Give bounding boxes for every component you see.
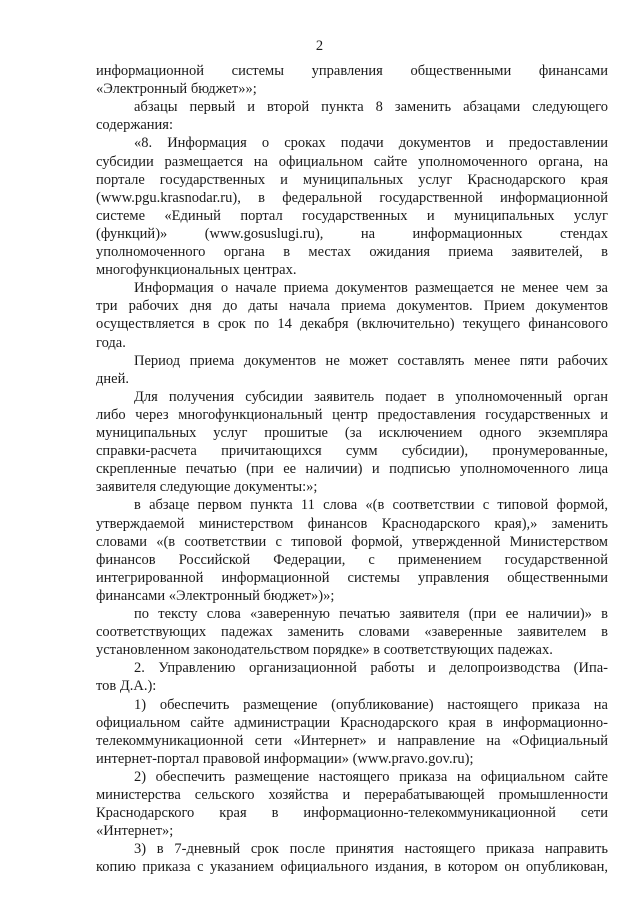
text-line: (www.pgu.krasnodar.ru), в федеральной государственной информационной bbox=[96, 189, 608, 206]
text-line: года. bbox=[96, 334, 126, 351]
text-line: официальном сайте администрации Краснодарского края в информационно- bbox=[96, 714, 608, 731]
text-line: словами «(в соответствии с типовой формой, утвержденной Министерством bbox=[96, 533, 608, 550]
text-line: осуществляется в срок по 14 декабря (включительно) текущего финансового bbox=[96, 316, 608, 333]
text-line: Краснодарского края в информационно-телекоммуникационной сети bbox=[96, 805, 608, 822]
text-line: портале государственных и муниципальных услуг Краснодарского края bbox=[96, 171, 608, 188]
text-line: справки-расчета причитающихся сумм субсидии), пронумерованные, bbox=[96, 443, 608, 460]
text-line: в абзаце первом пункта 11 слова «(в соответствии с типовой формой, bbox=[134, 497, 608, 514]
text-line: субсидии размещается на официальном сайте уполномоченного органа, на bbox=[96, 153, 608, 170]
text-line: «8. Информация о сроках подачи документов и предоставлении bbox=[134, 135, 608, 152]
text-line: интегрированной информационной системы управления общественными bbox=[96, 569, 608, 586]
text-line: абзацы первый и второй пункта 8 заменить абзацами следующего bbox=[134, 99, 608, 116]
text-line: «Интернет»; bbox=[96, 823, 174, 840]
text-line: установленном законодательством порядке» в соответствующих падежах. bbox=[96, 642, 553, 659]
text-line: три рабочих дня до даты начала приема документов. Прием документов bbox=[96, 298, 608, 315]
text-line: министерства сельского хозяйства и перерабатывающей промышленности bbox=[96, 787, 608, 803]
text-line: 2. Управлению организационной работы и делопроизводства (Ипа- bbox=[134, 660, 608, 677]
text-line: Период приема документов не может составлять менее пяти рабочих bbox=[134, 352, 608, 369]
text-line: дней. bbox=[96, 370, 129, 387]
text-line: системе «Единый портал государственных и муниципальных услуг bbox=[96, 207, 608, 224]
text-line: интернет-портал правовой информации» (www.pravo.gov.ru); bbox=[96, 750, 474, 767]
text-line: Для получения субсидии заявитель подает в уполномоченный орган bbox=[134, 388, 608, 405]
text-line: телекоммуникационной сети «Интернет» и направление на «Официальный bbox=[96, 732, 608, 749]
text-line: информационной системы управления общественными финансами bbox=[96, 63, 608, 79]
text-line: Информация о начале приема документов размещается не менее чем за bbox=[134, 280, 608, 297]
text-line: (функций)» (www.gosuslugi.ru), на информационных стендах bbox=[96, 225, 608, 242]
text-line: 2) обеспечить размещение настоящего приказа на официальном сайте bbox=[134, 768, 608, 785]
text-line: финансами «Электронный бюджет»)»; bbox=[96, 587, 335, 604]
text-line: соответствующих падежах заменить словами «заверенные заявителем в bbox=[96, 624, 608, 641]
text-line: многофункциональных центрах. bbox=[96, 262, 297, 279]
text-line: по тексту слова «заверенную печатью заявителя (при ее наличии)» в bbox=[134, 606, 608, 622]
text-line: «Электронный бюджет»»; bbox=[96, 81, 257, 98]
text-line: тов Д.А.): bbox=[96, 678, 157, 695]
text-line: муниципальных услуг прошитые (за исключением одного экземпляра bbox=[96, 425, 608, 441]
text-line: содержания: bbox=[96, 117, 174, 134]
text-line: заявителя следующие документы:»; bbox=[96, 479, 318, 496]
text-line: скрепленные печатью (при ее наличии) и подписью уполномоченного лица bbox=[96, 461, 608, 478]
text-line: 1) обеспечить размещение (опубликование) настоящего приказа на bbox=[134, 696, 608, 713]
text-line: либо через многофункциональный центр предоставления государственных и bbox=[96, 406, 608, 423]
text-line: утверждаемой министерством финансов Краснодарского края),» заменить bbox=[96, 515, 608, 532]
text-line: 3) в 7-дневный срок после принятия настоящего приказа направить bbox=[134, 841, 608, 858]
text-line: копию приказа с указанием официального издания, в котором он опубликован, bbox=[96, 859, 608, 876]
text-line: финансов Российской Федерации, с применением государственной bbox=[96, 551, 608, 568]
page-number: 2 bbox=[315, 38, 324, 54]
text-line: уполномоченного органа в местах ожидания приема заявителей, в bbox=[96, 244, 608, 260]
